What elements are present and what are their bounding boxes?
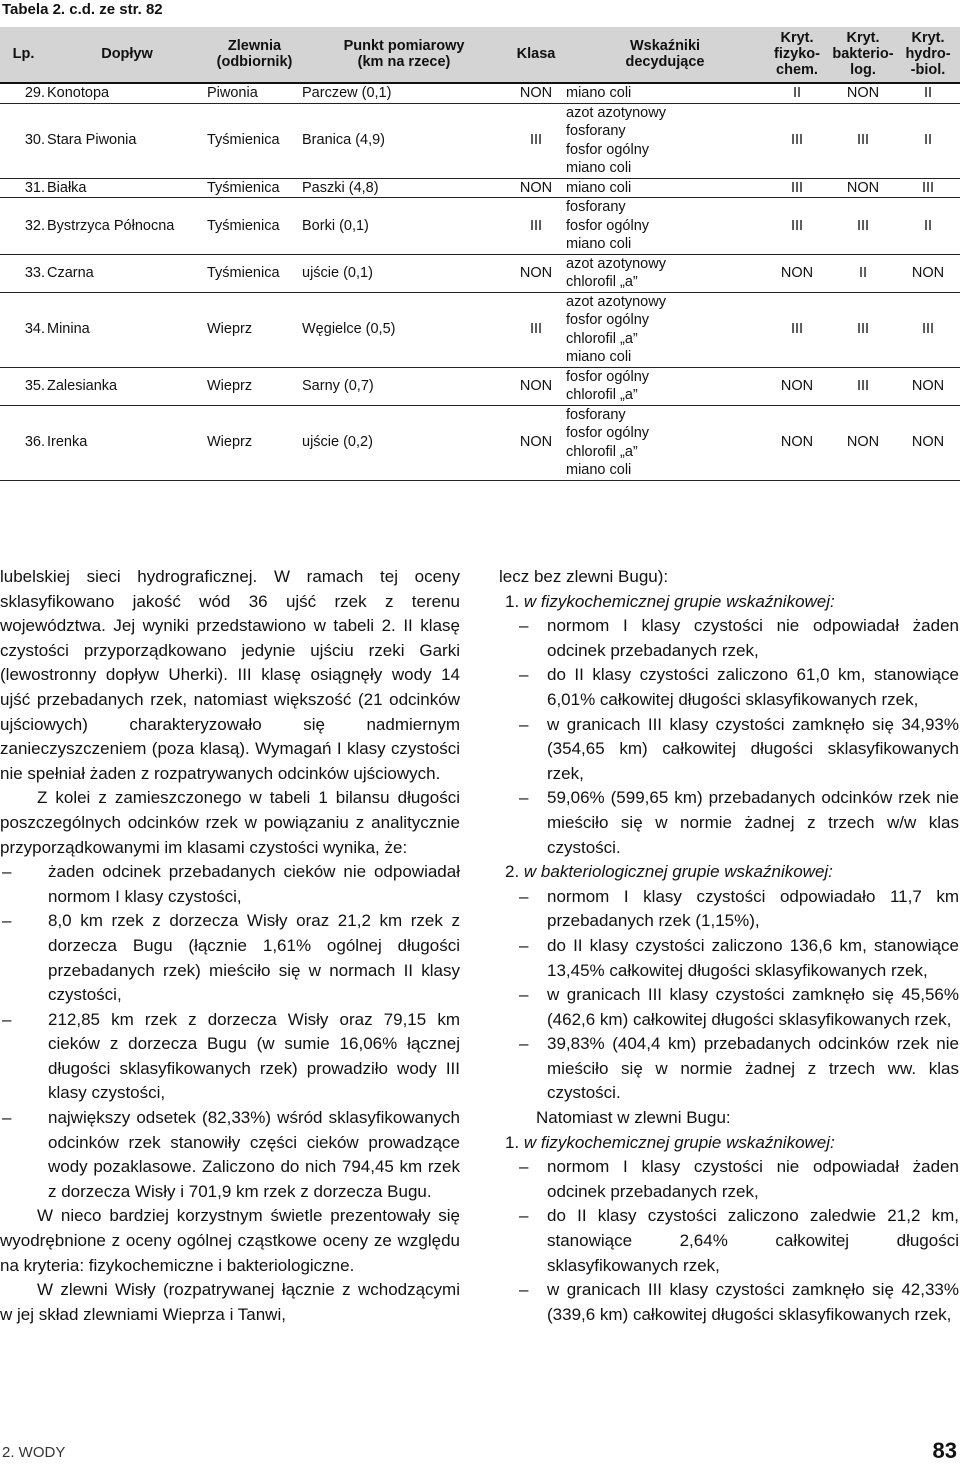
indicator: chlorofil „a”	[566, 330, 638, 347]
cell-punkt: Paszki (4,8)	[302, 179, 379, 196]
indicator: chlorofil „a”	[566, 443, 638, 460]
cell-k2: III	[856, 217, 870, 234]
cell-zlewnia: Tyśmienica	[207, 179, 280, 196]
list-item: – normom I klasy czystości odpowiadało 11,7 km przebadanych rzek (1,15%),	[519, 886, 959, 931]
list-item: – największy odsetek (82,33%) wśród sklasyfikowanych odcinków rzek stanowiły części cieków prowadzące wody pozaklasowe. Zaliczono do nich 794,45 km rzek z dorzecza Wisły i 701,9 km rzek z dorzecza Bugu.	[2, 1108, 460, 1201]
cell-k2: III	[856, 377, 870, 394]
indicator: fosforany	[566, 406, 626, 423]
list-item: – normom I klasy czystości nie odpowiadał żaden odcinek przebadanych rzek,	[519, 616, 959, 660]
cell-klasa: III	[529, 132, 543, 149]
cell-doplyw: Stara Piwonia	[47, 132, 137, 149]
cell-zlewnia: Wieprz	[207, 434, 253, 451]
left-column	[0, 565, 460, 1327]
cell-lp: 35.	[24, 377, 45, 394]
indicator: miano coli	[566, 179, 632, 196]
cell-klasa: NON	[519, 377, 553, 394]
cell-klasa: NON	[519, 264, 553, 281]
cell-doplyw: Konotopa	[47, 85, 110, 101]
group-heading: 1. w fizykochemicznej grupie wskaźnikowej:	[505, 591, 835, 611]
cell-zlewnia: Tyśmienica	[207, 132, 280, 149]
cell-lp: 30.	[24, 132, 45, 149]
cell-doplyw: Zalesianka	[47, 377, 118, 394]
list-item: – do II klasy czystości zaliczono 136,6 km, stanowiące 13,45% całkowitej długości sklasyfikowanych rzek,	[519, 935, 959, 980]
table-caption: Tabela 2. c.d. ze str. 82	[2, 1, 163, 18]
page-number: 83	[932, 1438, 957, 1463]
table-row	[0, 367, 960, 405]
indicator: miano coli	[566, 236, 632, 252]
header-kryt-hydro: Kryt. hydro- -biol.	[896, 27, 960, 83]
cell-k2: III	[856, 321, 870, 338]
table-row	[0, 83, 960, 103]
list-item: – 212,85 km rzek z dorzecza Wisły oraz 79,15 km cieków z dorzecza Bugu (w sumie 16,06% łącznej długości sklasyfikowanych rzek) prowadziło wody III klasy czystości,	[2, 1009, 460, 1103]
table-row	[0, 405, 960, 480]
cell-lp: 29.	[24, 85, 45, 101]
cell-punkt: Borki (0,1)	[302, 217, 369, 234]
header-klasa: Klasa	[506, 27, 566, 83]
header-zlewnia: Zlewnia (odbiornik)	[207, 27, 302, 83]
table-row	[0, 103, 960, 178]
header-punkt: Punkt pomiarowy (km na rzece)	[302, 27, 506, 83]
cell-lp: 33.	[24, 264, 45, 281]
indicator: fosfor ogólny	[566, 312, 650, 328]
cell-zlewnia: Piwonia	[207, 85, 258, 101]
list-item: – w granicach III klasy czystości zamknęło się 45,56% (462,6 km) całkowitej długości sklasyfikowanych rzek,	[519, 985, 959, 1029]
cell-k2: NON	[846, 85, 880, 101]
cell-klasa: NON	[519, 179, 553, 196]
header-doplyw: Dopływ	[47, 27, 207, 83]
cell-wsk	[566, 254, 764, 292]
indicator: chlorofil „a”	[566, 274, 638, 290]
cell-k1: III	[790, 217, 804, 234]
cell-k3: III	[921, 179, 935, 196]
cell-k2: II	[858, 264, 868, 281]
paragraph: lubelskiej sieci hydrograficznej. W ramach tej oceny sklasyfikowano jakość wód 36 ujść rzek z terenu województwa. Jej wyniki przedstawiono w tabeli 2. II klasę czystości przyporządkowano jedynie ujściu rzeki Garki (lewostronny dopływ Uherki). III klasę osiągnęły wody 14 ujść przebadanych rzek, natomiast większość (21 odcinków ujściowych) charakteryzowało się nadmiernym zanieczyszczeniem (poza klasą). Wymagań I klasy czystości nie spełniał żaden z rozpatrywanych odcinków ujściowych.	[0, 567, 460, 783]
cell-lp: 36.	[24, 434, 45, 451]
indicator: fosfor ogólny	[566, 368, 650, 385]
cell-k3: NON	[911, 434, 945, 451]
group-heading: 1. w fizykochemicznej grupie wskaźnikowej:	[505, 1132, 835, 1152]
paragraph: lecz bez zlewni Bugu):	[499, 567, 669, 586]
cell-klasa: NON	[519, 434, 553, 451]
table-row	[0, 254, 960, 292]
cell-lp: 34.	[24, 321, 45, 338]
cell-punkt: Parczew (0,1)	[302, 85, 392, 101]
cell-klasa: III	[529, 217, 543, 234]
cell-k1: NON	[780, 377, 814, 394]
cell-k1: NON	[780, 434, 814, 451]
cell-zlewnia: Wieprz	[207, 377, 253, 394]
paragraph: Z kolei z zamieszczonego w tabeli 1 bilansu długości poszczególnych odcinków rzek w powiązaniu z analitycznie przyporządkowanymi im klasami czystości wynika, że:	[0, 788, 460, 857]
header-lp: Lp.	[0, 27, 47, 83]
list-item: – żaden odcinek przebadanych cieków nie odpowiadał normom I klasy czystości,	[2, 862, 460, 906]
cell-punkt: ujście (0,2)	[302, 434, 373, 451]
table-header-row	[0, 27, 960, 83]
indicator: fosforany	[566, 199, 626, 215]
cell-k3: III	[921, 321, 935, 338]
cell-k1: NON	[780, 264, 814, 281]
list-item: – 8,0 km rzek z dorzecza Wisły oraz 21,2 km rzek z dorzecza Bugu (łącznie 1,61% ogólnej długości przebadanych rzek) mieściło się w normach II klasy czystości,	[2, 911, 460, 1005]
cell-k1: III	[790, 179, 804, 196]
cell-k3: II	[923, 132, 933, 149]
header-kryt-fizchem: Kryt. fizyko- chem.	[764, 27, 830, 83]
cell-doplyw: Czarna	[47, 264, 94, 281]
indicator: azot azotynowy	[566, 255, 666, 272]
indicator: miano coli	[566, 349, 632, 365]
list-item: – w granicach III klasy czystości zamknęło się 34,93% (354,65 km) całkowitej długości sklasyfikowanych rzek,	[519, 714, 959, 783]
right-column	[499, 565, 959, 1327]
indicator: fosfor ogólny	[566, 217, 650, 234]
list-item: – 59,06% (599,65 km) przebadanych odcinków rzek nie mieściło się w normie żadnej z trzech w/w klas czystości.	[519, 788, 959, 857]
cell-zlewnia: Wieprz	[207, 321, 253, 338]
indicator: fosfor ogólny	[566, 141, 650, 158]
cell-k3: NON	[911, 264, 945, 281]
paragraph: W nieco bardziej korzystnym świetle prezentowały się wyodrębnione z oceny ogólnej cząstkowe oceny ze względu na kryteria: fizykochemiczne i bakteriologiczne.	[0, 1206, 460, 1275]
table-row	[0, 178, 960, 198]
cell-punkt: Sarny (0,7)	[302, 377, 374, 394]
cell-k2: NON	[846, 179, 880, 196]
cell-wsk	[566, 405, 764, 480]
paragraph: W zlewni Wisły (rozpatrywanej łącznie z wchodzącymi w jej skład zlewniami Wieprza i Tanwi,	[0, 1280, 460, 1324]
indicator: azot azotynowy	[566, 104, 666, 121]
cell-k2: NON	[846, 434, 880, 451]
header-kryt-bakt: Kryt. bakterio- log.	[830, 27, 896, 83]
cell-punkt: ujście (0,1)	[302, 264, 373, 281]
cell-wsk	[566, 83, 764, 103]
cell-doplyw: Bystrzyca Północna	[47, 217, 175, 234]
cell-k3: NON	[911, 377, 945, 394]
group-heading: 2. w bakteriologicznej grupie wskaźnikowej:	[505, 862, 833, 882]
table-row	[0, 292, 960, 367]
cell-wsk	[566, 198, 764, 255]
cell-doplyw: Irenka	[47, 434, 88, 451]
indicator: fosforany	[566, 123, 626, 139]
cell-doplyw: Minina	[47, 321, 90, 338]
cell-k3: II	[923, 85, 933, 101]
indicator: azot azotynowy	[566, 293, 666, 310]
table-row	[0, 198, 960, 255]
list-item: – 39,83% (404,4 km) przebadanych odcinków rzek nie mieściło się w normie żadnej z trzech ww. klas czystości.	[519, 1034, 959, 1103]
indicator: chlorofil „a”	[566, 387, 638, 403]
list-item: – do II klasy czystości zaliczono zaledwie 21,2 km, stanowiące 2,64% całkowitej długości sklasyfikowanych rzek,	[519, 1206, 959, 1275]
cell-wsk	[566, 292, 764, 367]
cell-zlewnia: Tyśmienica	[207, 264, 280, 281]
paragraph: Natomiast w zlewni Bugu:	[536, 1108, 731, 1128]
cell-k1: III	[790, 132, 804, 149]
cell-punkt: Węgielce (0,5)	[302, 321, 396, 338]
cell-punkt: Branica (4,9)	[302, 132, 386, 149]
cell-doplyw: Białka	[47, 179, 87, 196]
header-wskazniki: Wskaźniki decydujące	[566, 27, 764, 83]
cell-lp: 31.	[24, 179, 45, 196]
footer-section: 2. WODY	[2, 1444, 66, 1461]
cell-wsk	[566, 103, 764, 178]
list-item: – w granicach III klasy czystości zamknęło się 42,33% (339,6 km) całkowitej długości sklasyfikowanych rzek,	[519, 1280, 959, 1324]
cell-klasa: III	[529, 321, 543, 338]
cell-wsk	[566, 178, 764, 198]
indicator: miano coli	[566, 85, 632, 101]
cell-k2: III	[856, 132, 870, 149]
list-item: – normom I klasy czystości nie odpowiadał żaden odcinek przebadanych rzek,	[519, 1157, 959, 1201]
list-item: – do II klasy czystości zaliczono 61,0 km, stanowiące 6,01% całkowitej długości sklasyfikowanych rzek,	[519, 665, 959, 709]
cell-k3: II	[923, 217, 933, 234]
cell-wsk	[566, 367, 764, 405]
water-quality-table	[0, 27, 960, 481]
cell-zlewnia: Tyśmienica	[207, 217, 280, 234]
cell-klasa: NON	[519, 85, 553, 101]
cell-k1: III	[790, 321, 804, 338]
cell-k1: II	[792, 85, 802, 101]
indicator: miano coli	[566, 462, 632, 478]
indicator: miano coli	[566, 160, 632, 176]
indicator: fosfor ogólny	[566, 425, 650, 441]
cell-lp: 32.	[24, 217, 45, 234]
